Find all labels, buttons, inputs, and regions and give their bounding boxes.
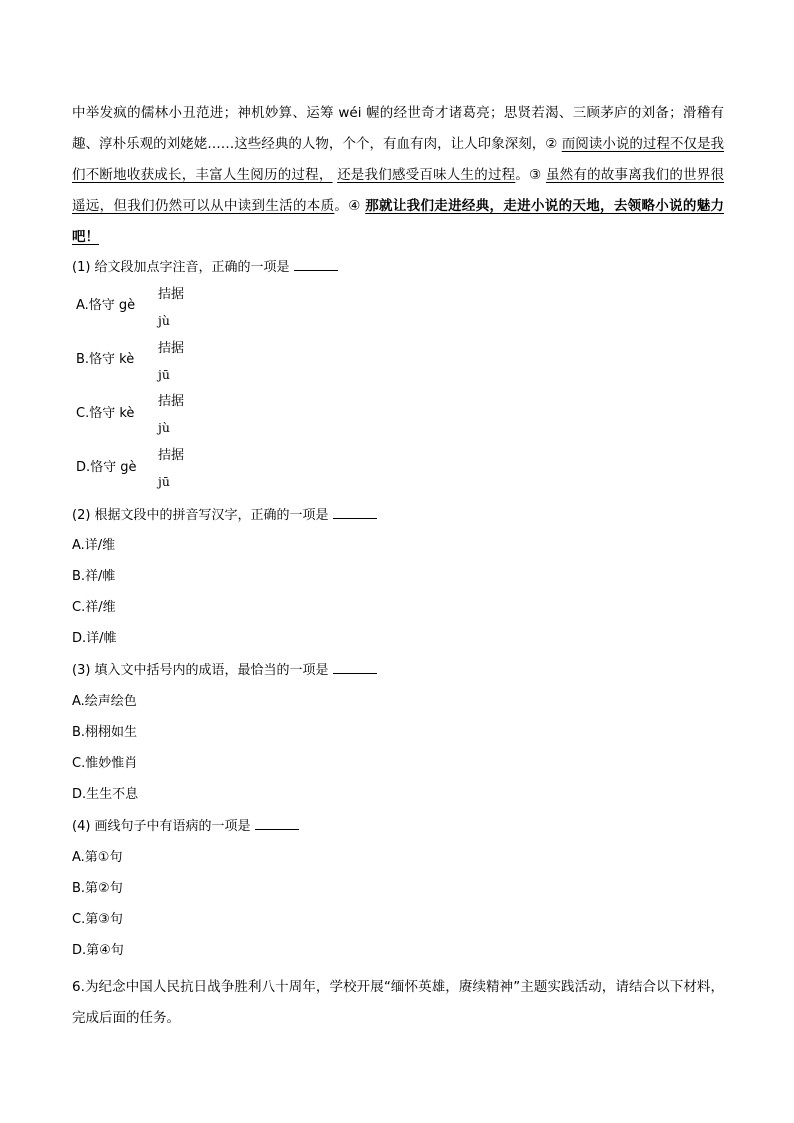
underlined-sentence-2b: 还是我们感受百味人生的过程 [337,167,516,183]
sentence-marker-2: ② [545,136,558,152]
punctuation: 。 [334,198,349,214]
answer-blank [255,817,299,830]
sentence-marker-3: ③ [529,167,542,183]
option-word: 拮据 [158,287,185,302]
option-word: 拮据 [158,394,185,409]
option-label: C.恪守 kè [76,406,135,421]
question-2 [72,506,377,526]
option-3b: B.栩栩如生 [72,725,138,740]
option-1b [76,350,134,370]
option-1b-stack [158,339,218,385]
option-label: B.恪守 kè [76,352,135,367]
passage-paragraph [72,98,724,253]
option-3a: A.绘声绘色 [72,694,137,709]
option-word: 拮据 [158,448,185,463]
option-2a: A.详/维 [72,538,116,553]
passage-sentence-1: 中举发疯的儒林小丑范进；神机妙算、运筹 wéi 幄的经世奇才诸葛亮；思贤若渴、三顾茅庐的刘备；滑稽有趣、淳朴乐观的刘姥姥……这些经典的人物，个个，有血有肉，让人印象深刻， [72,105,724,152]
punctuation: 。 [515,167,530,183]
option-2c: C.祥/维 [72,600,116,615]
question-4 [72,817,299,837]
option-pinyin: jū [158,367,170,382]
sentence-marker-4: ④ [348,198,361,214]
option-1c [76,404,134,424]
option-3c: C.惟妙惟肖 [72,756,138,771]
option-1a [76,296,135,316]
option-4a: A.第①句 [72,850,123,865]
underlined-sentence-3: 虽然有的故事离我们的世界很遥远，但我们仍然可以从中读到生活的本质 [72,167,725,214]
task-6-intro: 6.为纪念中国人民抗日战争胜利八十周年，学校开展“缅怀英雄，赓续精神”主题实践活动，请结合以下材料，完成后面的任务。 [72,979,724,1026]
underlined-sentence-4: 那就让我们走进经典，走进小说的天地，去领略小说的魅力吧！ [72,198,725,245]
option-label: A.恪守 gè [76,298,136,313]
option-4c: C.第③句 [72,912,123,927]
option-1d-stack [158,446,218,492]
option-pinyin: jù [158,420,170,435]
option-2b: B.祥/帷 [72,569,116,584]
option-pinyin: jù [158,313,170,328]
option-word: 拮据 [158,341,185,356]
option-1c-stack [158,392,218,438]
option-3d: D.生生不息 [72,787,139,802]
question-stem: (4) 画线句子中有语病的一项是 [72,819,251,834]
underlined-sentence-2a: 而阅读小说的过程不仅是我们不断地收获成长，丰富人生阅历的过程， [72,136,725,183]
option-pinyin: jū [158,474,170,489]
question-stem: (3) 填入文中括号内的成语，最恰当的一项是 [72,663,329,678]
question-1 [72,258,338,278]
option-4b: B.第②句 [72,881,123,896]
option-1a-stack [158,285,218,331]
option-1d [76,458,137,478]
option-4d: D.第④句 [72,943,124,958]
answer-blank [333,506,377,519]
option-label: D.恪守 gè [76,460,137,475]
answer-blank [333,661,377,674]
question-stem: (2) 根据文段中的拼音写汉字，正确的一项是 [72,508,329,523]
answer-blank [294,258,338,271]
question-stem: (1) 给文段加点字注音，正确的一项是 [72,260,290,275]
question-3 [72,661,377,681]
option-2d: D.详/帷 [72,631,117,646]
